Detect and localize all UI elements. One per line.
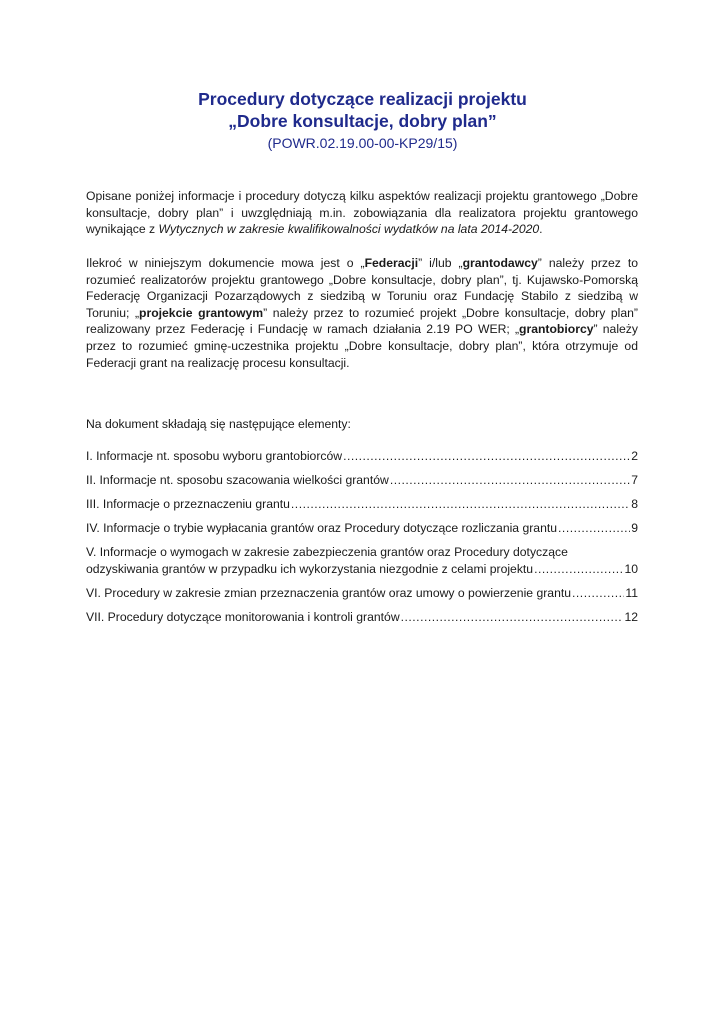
toc-item-text: II. Informacje nt. sposobu szacowania wielkości grantów [86, 473, 389, 487]
toc-item-text: VII. Procedury dotyczące monitorowania i kontroli grantów [86, 610, 400, 624]
p2-text-a: Ilekroć w niniejszym dokumencie mowa jest o „ [86, 256, 365, 270]
p1-text-a: Opisane poniżej informacje i procedury dotyczą kilku aspektów realizacji projektu grantowego „Dobre konsultacje, dobry plan” i uwzględniają m.in. zobowiązania dla realizatora projektu grantowego wynikające z [86, 189, 638, 237]
toc-item-5-line2 [86, 561, 638, 578]
toc-page-number: 8 [631, 497, 638, 511]
toc-item-text-line1: V. Informacje o wymogach w zakresie zabezpieczenia grantów oraz Procedury dotyczące [86, 545, 568, 559]
toc-item-1[interactable] [86, 448, 638, 465]
toc-page-number: 2 [631, 449, 638, 463]
toc-item-5[interactable] [86, 544, 638, 578]
toc-intro: Na dokument składają się następujące elementy: [86, 417, 351, 431]
toc-item-text: VI. Procedury w zakresie zmian przeznaczenia grantów oraz umowy o powierzenie grantu [86, 586, 572, 600]
p2-text-d: ” należy przez to rozumieć projekt „Dobre konsultacje, dobry plan” realizowany przez Federację i Fundację w ramach działania 2.19 PO WER; „ [86, 305, 638, 337]
toc-page-number: 10 [624, 562, 638, 576]
intro-paragraph-1 [86, 188, 638, 238]
p1-text-b: . [539, 222, 543, 237]
toc-leader [401, 609, 624, 626]
toc-item-3[interactable] [86, 496, 638, 513]
toc-leader [558, 520, 630, 537]
toc-page-number: 9 [631, 521, 638, 535]
p2-text-c: ” należy przez to rozumieć realizatorów projektu grantowego „Dobre konsultacje, dobry plan”, tj. Kujawsko-Pomorską Federację Organizacji Pozarządowych z siedzibą w Toruniu oraz Fundację Stabilo z siedzibą w Toruniu; „ [86, 256, 638, 320]
term-federacji: Federacji [364, 256, 419, 270]
toc-item-2[interactable] [86, 472, 638, 489]
document-title-line2: „Dobre konsultacje, dobry plan” [228, 111, 497, 131]
toc-item-text: III. Informacje o przeznaczeniu grantu [86, 497, 290, 511]
document-title-line1: Procedury dotyczące realizacji projektu [198, 89, 527, 109]
term-grantobiorcy: grantobiorcy [519, 322, 594, 337]
toc-item-text: odzyskiwania grantów w przypadku ich wykorzystania niezgodnie z celami projektu [86, 562, 534, 576]
term-projekcie-grantowym: projekcie grantowym [139, 305, 264, 320]
term-grantodawcy: grantodawcy [462, 256, 538, 270]
toc-page-number: 11 [625, 586, 638, 600]
toc-item-7[interactable] [86, 609, 638, 626]
toc-leader [390, 472, 630, 489]
toc-page-number: 12 [624, 610, 638, 624]
intro-paragraph-2 [86, 255, 638, 371]
p2-text-b: ” i/lub „ [418, 256, 463, 270]
toc-leader [343, 448, 630, 465]
toc-page-number: 7 [631, 473, 638, 487]
table-of-contents [86, 448, 638, 633]
toc-item-text: IV. Informacje o trybie wypłacania grantów oraz Procedury dotyczące rozliczania grantu [86, 521, 558, 535]
p1-italic-guidelines: Wytycznych w zakresie kwalifikowalności wydatków na lata 2014-2020 [158, 222, 540, 237]
title-block [0, 88, 725, 153]
toc-leader [534, 561, 623, 578]
toc-leader [572, 585, 624, 602]
toc-item-4[interactable] [86, 520, 638, 537]
toc-item-text: I. Informacje nt. sposobu wyboru grantobiorców [86, 449, 343, 463]
toc-leader [291, 496, 630, 513]
project-code: (POWR.02.19.00-00-KP29/15) [267, 135, 458, 151]
toc-item-6[interactable] [86, 585, 638, 602]
p2-text-e: ” należy przez to rozumieć gminę-uczestnika projektu „Dobre konsultacje, dobry plan”, która otrzymuje od Federacji grant na realizację procesu konsultacji. [86, 322, 638, 370]
